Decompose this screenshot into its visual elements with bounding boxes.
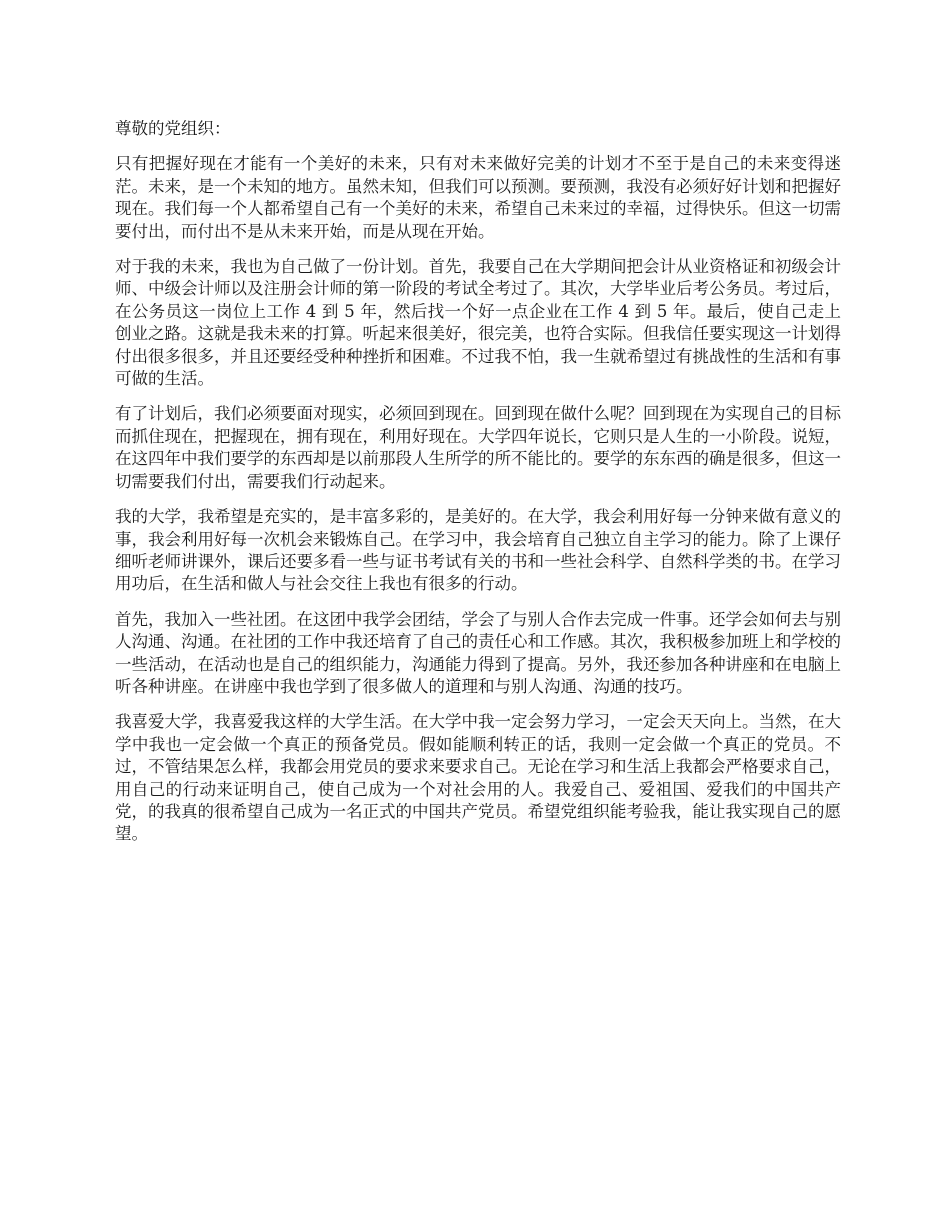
paragraph: 只有把握好现在才能有一个美好的未来，只有对未来做好完美的计划才不至于是自己的未来变得迷茫。未来，是一个未知的地方。虽然未知，但我们可以预测。要预测，我没有必须好好计划和把握好现在。我们每一个人都希望自己有一个美好的未来，希望自己未来过的幸福，过得快乐。但这一切需要付出，而付出不是从未来开始，而是从现在开始。 bbox=[115, 154, 841, 241]
paragraph: 对于我的未来，我也为自己做了一份计划。首先，我要自己在大学期间把会计从业资格证和初级会计师、中级会计师以及注册会计师的第一阶段的考试全考过了。其次，大学毕业后考公务员。考过后，在公务员这一岗位上工作 4 到 5 年，然后找一个好一点企业在工作 4 到 5 年。最后，使自己走上创业之路。这就是我未来的打算。听起来很美好，很完美，也符合实际。但我信任要实现这一计划得付出很多很多，并且还要经受种种挫折和困难。不过我不怕，我一生就希望过有挑战性的生活和有事可做的生活。 bbox=[115, 257, 841, 389]
paragraph: 首先，我加入一些社团。在这团中我学会团结，学会了与别人合作去完成一件事。还学会如何去与别人沟通、沟通。在社团的工作中我还培育了自己的责任心和工作感。其次，我积极参加班上和学校的一些活动，在活动也是自己的组织能力，沟通能力得到了提高。另外，我还参加各种讲座和在电脑上听各种讲座。在讲座中我也学到了很多做人的道理和与别人沟通、沟通的技巧。 bbox=[115, 609, 841, 696]
paragraph: 有了计划后，我们必须要面对现实，必须回到现在。回到现在做什么呢？回到现在为实现自己的目标而抓住现在，把握现在，拥有现在，利用好现在。大学四年说长，它则只是人生的一小阶段。说短，在这四年中我们要学的东西却是以前那段人生所学的所不能比的。要学的东东西的确是很多，但这一切需要我们付出，需要我们行动起来。 bbox=[115, 404, 841, 491]
paragraph: 我喜爱大学，我喜爱我这样的大学生活。在大学中我一定会努力学习，一定会天天向上。当然，在大学中我也一定会做一个真正的预备党员。假如能顺利转正的话，我则一定会做一个真正的党员。不过，不管结果怎么样，我都会用党员的要求来要求自己。无论在学习和生活上我都会严格要求自己，用自己的行动来证明自己，使自己成为一个对社会用的人。我爱自己、爱祖国、爱我们的中国共产党，的我真的很希望自己成为一名正式的中国共产党员。希望党组织能考验我，能让我实现自己的愿望。 bbox=[115, 712, 841, 844]
paragraph: 我的大学，我希望是充实的，是丰富多彩的，是美好的。在大学，我会利用好每一分钟来做有意义的事，我会利用好每一次机会来锻炼自己。在学习中，我会培育自己独立自主学习的能力。除了上课仔细听老师讲课外，课后还要多看一些与证书考试有关的书和一些社会科学、自然科学类的书。在学习用功后，在生活和做人与社会交往上我也有很多的行动。 bbox=[115, 507, 841, 594]
document-body bbox=[115, 118, 841, 859]
salutation: 尊敬的党组织： bbox=[115, 119, 231, 138]
